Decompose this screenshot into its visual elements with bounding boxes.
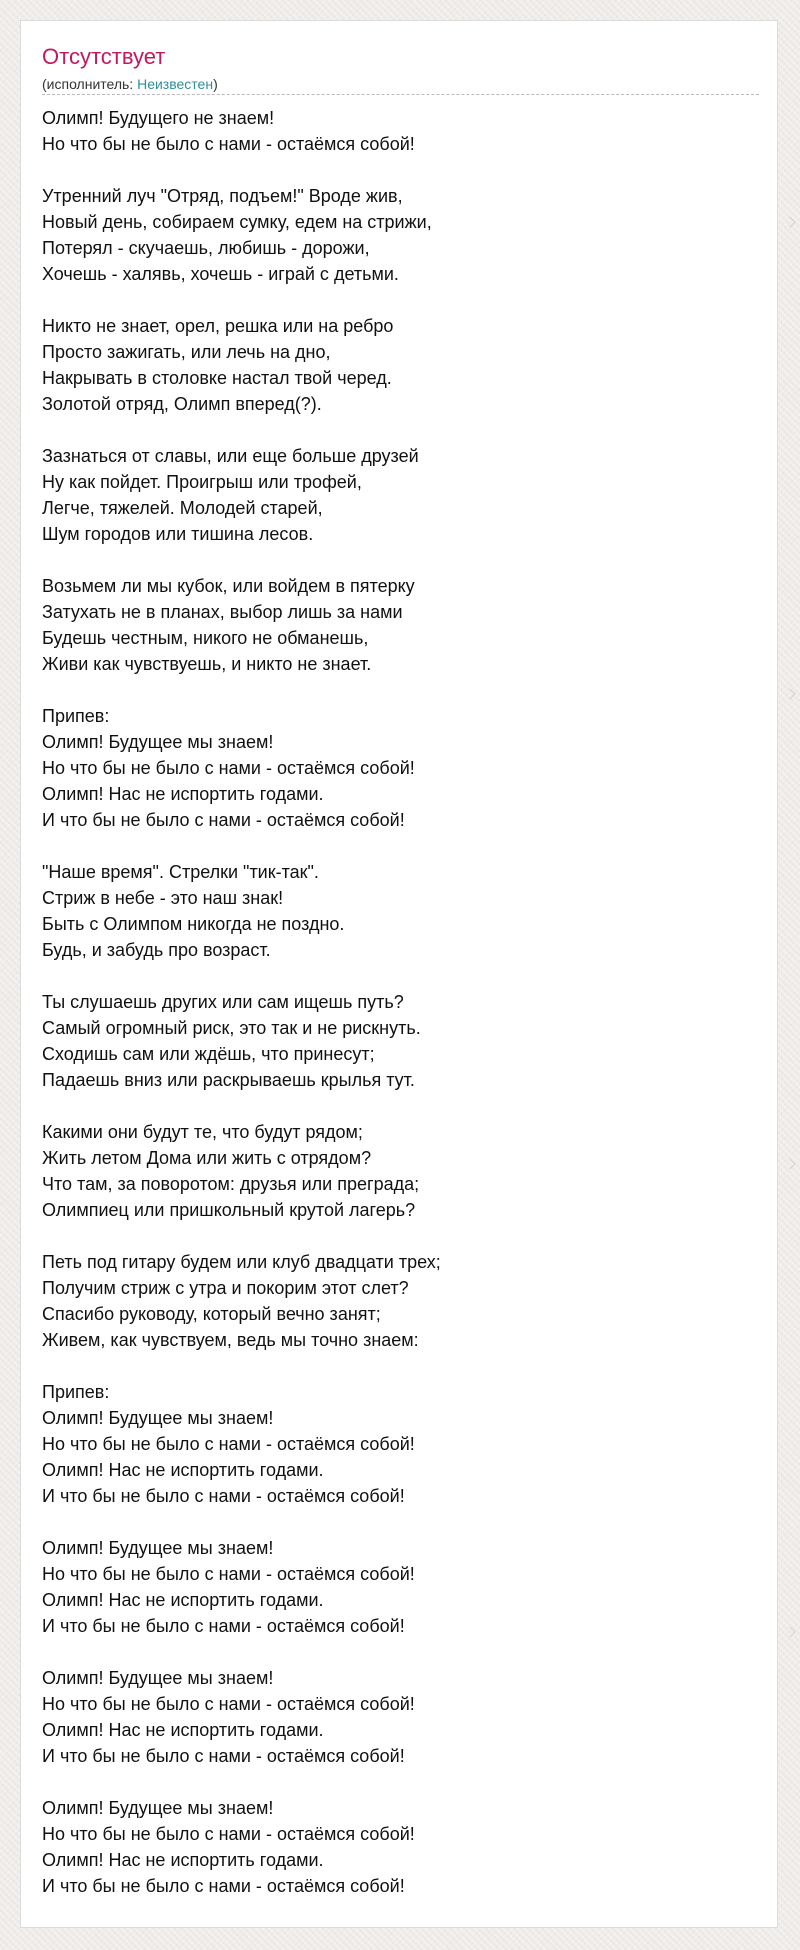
lyrics-stanza (42, 1795, 759, 1899)
lyrics-line: Быть с Олимпом никогда не поздно. (42, 914, 345, 934)
lyrics-line: Легче, тяжелей. Молодей старей, (42, 498, 323, 518)
lyrics-line: Олимп! Нас не испортить годами. (42, 1850, 324, 1870)
artist-line (42, 75, 218, 93)
lyrics-line: Будь, и забудь про возраст. (42, 940, 271, 960)
lyrics-line: И что бы не было с нами - остаёмся собой! (42, 1876, 405, 1896)
lyrics-stanza (42, 989, 759, 1093)
lyrics-line: Но что бы не было с нами - остаёмся собой! (42, 1564, 415, 1584)
artist-suffix: ) (213, 76, 218, 92)
lyrics-line: Хочешь - халявь, хочешь - играй с детьми. (42, 264, 399, 284)
lyrics-stanza (42, 1665, 759, 1769)
lyrics-line: Живи как чувствуешь, и никто не знает. (42, 654, 372, 674)
lyrics-line: Никто не знает, орел, решка или на ребро (42, 316, 394, 336)
lyrics-line: Олимп! Нас не испортить годами. (42, 1720, 324, 1740)
lyrics-line: Олимпиец или пришкольный крутой лагерь? (42, 1200, 416, 1220)
lyrics-line: Что там, за поворотом: друзья или преграда; (42, 1174, 420, 1194)
lyrics-line: Олимп! Нас не испортить годами. (42, 1590, 324, 1610)
lyrics-line: Олимп! Будущего не знаем! (42, 108, 275, 128)
lyrics-stanza (42, 105, 759, 157)
title-divider (42, 94, 759, 95)
lyrics-line: Петь под гитару будем или клуб двадцати трех; (42, 1252, 441, 1272)
lyrics-line: Новый день, собираем сумку, едем на стрижи, (42, 212, 432, 232)
lyrics-line: Олимп! Нас не испортить годами. (42, 1460, 324, 1480)
lyrics-line: Но что бы не было с нами - остаёмся собой! (42, 1824, 415, 1844)
lyrics-line: Жить летом Дома или жить с отрядом? (42, 1148, 372, 1168)
lyrics-line: Получим стриж с утра и покорим этот слет? (42, 1278, 409, 1298)
lyrics-line: И что бы не было с нами - остаёмся собой! (42, 1486, 405, 1506)
song-title: Отсутствует (42, 44, 166, 69)
lyrics-line: Олимп! Будущее мы знаем! (42, 732, 274, 752)
lyrics-body (42, 105, 759, 1925)
lyrics-line: Самый огромный риск, это так и не рискнуть. (42, 1018, 421, 1038)
lyrics-line: Будешь честным, никого не обманешь, (42, 628, 369, 648)
lyrics-line: Зазнаться от славы, или еще больше друзей (42, 446, 419, 466)
artist-link[interactable]: Неизвестен (137, 76, 214, 92)
lyrics-stanza (42, 313, 759, 417)
lyrics-line: Возьмем ли мы кубок, или войдем в пятерку (42, 576, 415, 596)
lyrics-stanza (42, 443, 759, 547)
edge-chevron-icon (784, 1158, 795, 1169)
lyrics-line: Ну как пойдет. Проигрыш или трофей, (42, 472, 362, 492)
lyrics-stanza (42, 1249, 759, 1353)
lyrics-line: И что бы не было с нами - остаёмся собой! (42, 1616, 405, 1636)
lyrics-line: Утренний луч "Отряд, подъем!" Вроде жив, (42, 186, 403, 206)
lyrics-line: Но что бы не было с нами - остаёмся собой! (42, 1694, 415, 1714)
lyrics-stanza (42, 1119, 759, 1223)
lyrics-line: Олимп! Будущее мы знаем! (42, 1408, 274, 1428)
lyrics-card (20, 20, 778, 1928)
lyrics-stanza (42, 1379, 759, 1509)
lyrics-line: "Наше время". Стрелки "тик-так". (42, 862, 319, 882)
lyrics-line: Живем, как чувствуем, ведь мы точно знаем: (42, 1330, 419, 1350)
lyrics-line: Но что бы не было с нами - остаёмся собой! (42, 134, 415, 154)
lyrics-stanza (42, 703, 759, 833)
lyrics-stanza (42, 859, 759, 963)
lyrics-line: И что бы не было с нами - остаёмся собой! (42, 1746, 405, 1766)
lyrics-line: Но что бы не было с нами - остаёмся собой! (42, 1434, 415, 1454)
lyrics-line: Ты слушаешь других или сам ищешь путь? (42, 992, 404, 1012)
lyrics-stanza (42, 183, 759, 287)
edge-chevron-icon (784, 1626, 795, 1637)
lyrics-line: Олимп! Будущее мы знаем! (42, 1798, 274, 1818)
lyrics-line: Олимп! Нас не испортить годами. (42, 784, 324, 804)
lyrics-line: Падаешь вниз или раскрываешь крылья тут. (42, 1070, 415, 1090)
lyrics-line: Просто зажигать, или лечь на дно, (42, 342, 331, 362)
lyrics-line: Стриж в небе - это наш знак! (42, 888, 284, 908)
lyrics-line: Олимп! Будущее мы знаем! (42, 1668, 274, 1688)
lyrics-line: Но что бы не было с нами - остаёмся собой! (42, 758, 415, 778)
lyrics-line: Затухать не в планах, выбор лишь за нами (42, 602, 403, 622)
lyrics-line: Сходишь сам или ждёшь, что принесут; (42, 1044, 375, 1064)
edge-chevron-icon (784, 688, 795, 699)
lyrics-line: Припев: (42, 706, 110, 726)
lyrics-stanza (42, 573, 759, 677)
lyrics-stanza (42, 1535, 759, 1639)
lyrics-line: Какими они будут те, что будут рядом; (42, 1122, 363, 1142)
lyrics-line: Потерял - скучаешь, любишь - дорожи, (42, 238, 370, 258)
lyrics-line: Олимп! Будущее мы знаем! (42, 1538, 274, 1558)
lyrics-line: И что бы не было с нами - остаёмся собой! (42, 810, 405, 830)
lyrics-line: Накрывать в столовке настал твой черед. (42, 368, 392, 388)
lyrics-line: Шум городов или тишина лесов. (42, 524, 314, 544)
edge-chevron-icon (784, 216, 795, 227)
lyrics-line: Припев: (42, 1382, 110, 1402)
lyrics-line: Золотой отряд, Олимп вперед(?). (42, 394, 322, 414)
lyrics-line: Спасибо руководу, который вечно занят; (42, 1304, 381, 1324)
artist-prefix: (исполнитель: (42, 76, 138, 92)
